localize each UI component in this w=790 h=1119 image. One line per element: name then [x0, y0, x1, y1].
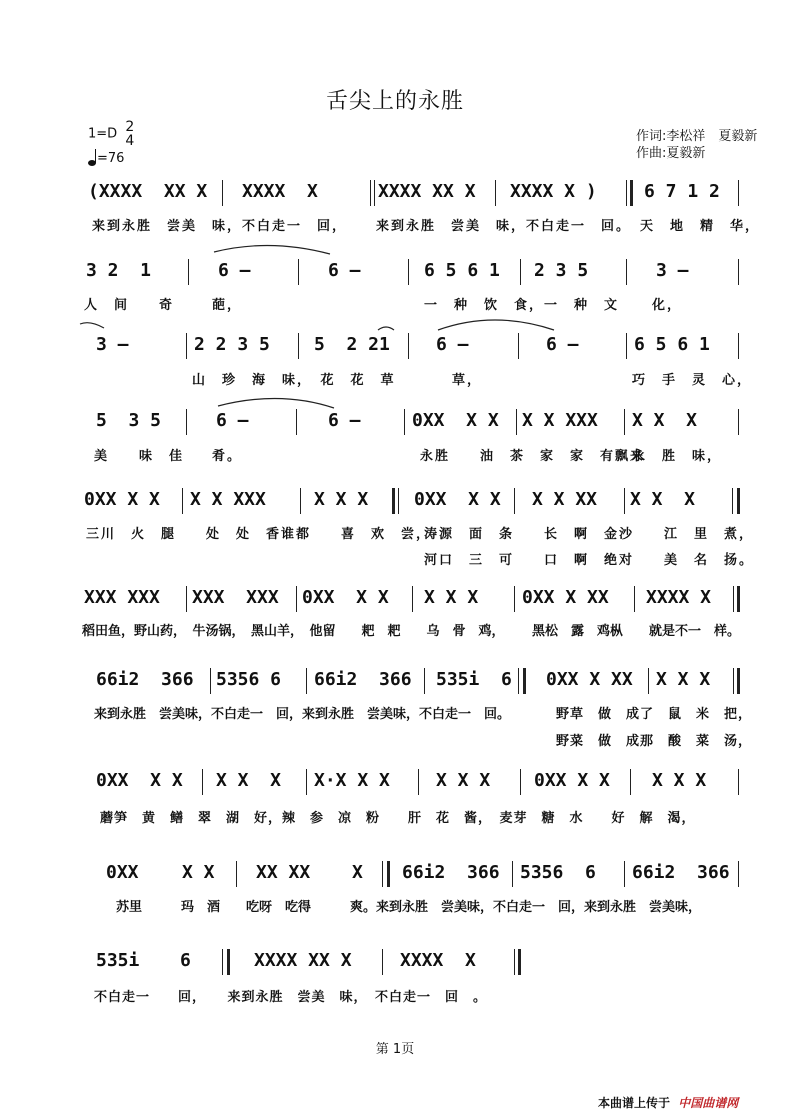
site-logo: 中国曲谱网 — [678, 1096, 739, 1110]
measure: 6 – — [216, 410, 249, 431]
measure: X X X — [314, 489, 369, 510]
measure: 3 2 1 — [86, 260, 152, 281]
measure: 66i2 366 — [96, 669, 194, 690]
measure: XX XX — [256, 862, 311, 883]
measure: XXXX XX X — [378, 181, 476, 202]
lyric: 稻田鱼，野山药， 牛汤锅， 黑山羊， 他留 耙 耙 乌 骨 鸡， — [82, 624, 505, 639]
measure: X — [352, 862, 363, 883]
measure: 0XX X X — [84, 489, 160, 510]
key-signature: 1=D — [88, 126, 118, 142]
measure: 66i2 366 — [632, 862, 730, 883]
lyric: 巧 手 灵 心， — [632, 373, 753, 388]
slur — [438, 320, 554, 330]
measure: 66i2 366 — [402, 862, 500, 883]
measure: XXX XXX — [84, 587, 160, 608]
source-text: 本曲谱上传于 — [598, 1096, 671, 1110]
measure: X X X — [436, 770, 491, 791]
measure: XXXX X ) — [510, 181, 597, 202]
measure: 0XX X X — [534, 770, 610, 791]
measure: 0XX X X — [412, 410, 499, 431]
time-signature-top: 2 — [125, 119, 135, 135]
measure: (XXXX XX X — [88, 181, 208, 202]
tempo-value: =76 — [97, 151, 125, 166]
measure: 2 2 3 5 — [194, 334, 270, 355]
measure: X X XXX — [190, 489, 266, 510]
measure: XXXX X — [242, 181, 318, 202]
measure: 5356 6 — [520, 862, 596, 883]
measure: X X XXX — [522, 410, 598, 431]
measure: 0XX X XX — [546, 669, 633, 690]
page-number: 第 1页 — [375, 1042, 415, 1057]
measure: 6 – — [436, 334, 469, 355]
measure: 535i 6 — [436, 669, 512, 690]
measure: XXXX X — [400, 950, 476, 971]
lyric: 野菜 做 成那 酸 菜 汤， — [556, 734, 753, 749]
lyric: 不白走一 回， 来到永胜 尝美 味， 不白走一 回 。 — [94, 990, 488, 1005]
lyricist: 作词:李松祥 夏毅新 — [636, 129, 758, 144]
measure: 0XX X XX — [522, 587, 609, 608]
lyric: 美 味 佳 — [94, 449, 185, 464]
measure: 6 7 1 2 — [644, 181, 720, 202]
lyric: 天 地 精 华， — [640, 219, 761, 234]
score-title: 舌尖上的永胜 — [325, 89, 464, 114]
measure: X X XX — [532, 489, 598, 510]
slur — [378, 327, 394, 330]
lyric: 人 间 奇 — [84, 298, 175, 313]
measure: 0XX — [106, 862, 139, 883]
lyric: 河口 三 可 口 啊 绝对 美 名 扬。 — [424, 553, 755, 568]
measure: 6 – — [328, 260, 361, 281]
measure: X X X — [630, 489, 696, 510]
measure: X X X — [652, 770, 707, 791]
measure: XXXX X — [646, 587, 712, 608]
measure: 5 2 21 — [314, 334, 390, 355]
measure: XXX XXX — [192, 587, 279, 608]
lyric: 野草 做 成了 鼠 米 把， — [556, 707, 753, 722]
lyric: 涛源 面 条 长 啊 金沙 江 里 煮， — [424, 527, 755, 542]
measure: 5 3 5 — [96, 410, 162, 431]
lyric: 一 种 饮 食，一 种 文 — [424, 298, 620, 313]
measure: 3 – — [656, 260, 689, 281]
lyric: 黑松 露 鸡枞 就是不一 样。 — [532, 624, 741, 639]
measure: X X X — [632, 410, 698, 431]
measure: 6 – — [328, 410, 361, 431]
lyric: 蘑笋 黄 鳝 翠 湖 好，辣 参 凉 粉 肝 花 酱， 麦芽 糖 水 好 解 渴， — [100, 811, 696, 826]
measure: 0XX X X — [414, 489, 501, 510]
measure: 0XX X X — [302, 587, 389, 608]
measure: X X X — [424, 587, 479, 608]
lyric: 化， — [652, 298, 683, 313]
measure: 2 3 5 — [534, 260, 589, 281]
source-credit — [598, 1094, 738, 1111]
lyric: 来到永胜 尝美 味，不白走一 回。 — [376, 219, 632, 234]
measure: 3 – — [96, 334, 129, 355]
slur — [80, 323, 104, 328]
composer: 作曲:夏毅新 — [636, 146, 706, 161]
measure: X X X — [216, 770, 282, 791]
measure: 6 — [180, 950, 191, 971]
measure: 535i — [96, 950, 140, 971]
lyric: 草， — [452, 373, 483, 388]
lyric: 苏里 玛 酒 吃呀 吃得 爽。来到永胜 尝美味，不白走一 回，来到永胜 尝美味， — [116, 900, 702, 915]
lyric: 山 珍 海 味， 花 花 草 — [192, 373, 396, 388]
lyric: 三川 火 腿 处 处 香谁都 喜 欢 尝， — [86, 527, 432, 542]
lyric: 肴。 — [212, 449, 243, 464]
measure: XXXX XX X — [254, 950, 352, 971]
measure: X·X X X — [314, 770, 390, 791]
measure: 6 5 6 1 — [424, 260, 500, 281]
measure: 0XX X X — [96, 770, 183, 791]
measure: 5356 6 — [216, 669, 282, 690]
measure: X X — [182, 862, 215, 883]
lyric: 永 胜 味， — [632, 449, 723, 464]
slur — [218, 398, 334, 408]
lyric: 永胜 油 茶 家 家 有飘来 — [420, 449, 646, 464]
lyric: 来到永胜 尝美 味，不白走一 回， — [92, 219, 348, 234]
measure: X X X — [656, 669, 711, 690]
lyric: 来到永胜 尝美味，不白走一 回，来到永胜 尝美味，不白走一 回。 — [94, 707, 511, 722]
slur — [214, 245, 330, 254]
measure: 66i2 366 — [314, 669, 412, 690]
measure: 6 – — [218, 260, 251, 281]
time-signature-bottom: 4 — [125, 133, 135, 149]
measure: 6 5 6 1 — [634, 334, 710, 355]
measure: 6 – — [546, 334, 579, 355]
lyric: 葩， — [212, 298, 243, 313]
